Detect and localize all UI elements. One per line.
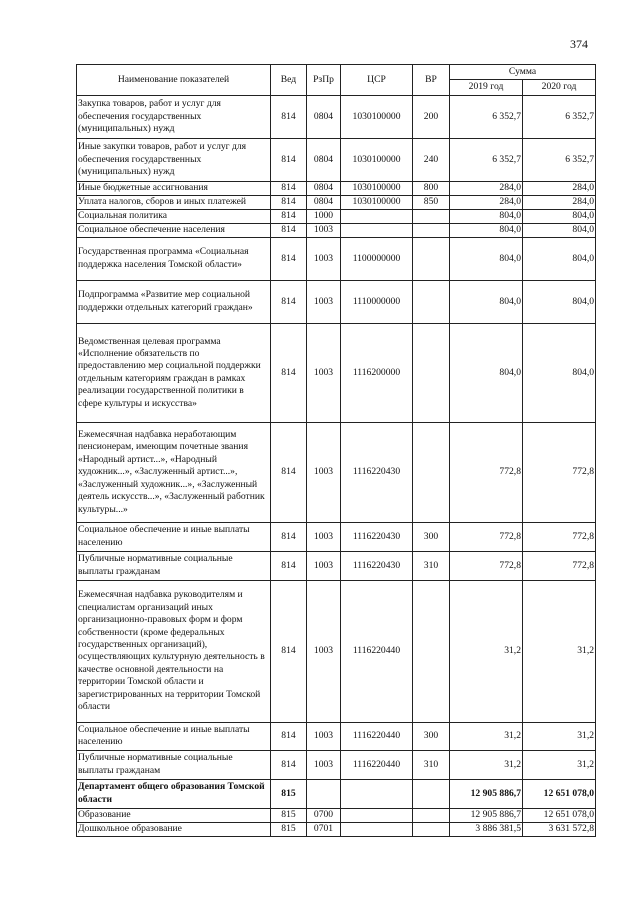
header-name: Наименование показателей xyxy=(77,65,271,96)
row-vr: 850 xyxy=(413,195,450,209)
table-row xyxy=(77,138,596,181)
table-row xyxy=(77,209,596,223)
budget-table xyxy=(76,64,596,837)
row-sum-2020: 6 352,7 xyxy=(523,95,596,138)
row-vr: 300 xyxy=(413,522,450,551)
row-rzpr: 0804 xyxy=(307,138,341,181)
row-sum-2020: 284,0 xyxy=(523,195,596,209)
table-row xyxy=(77,237,596,280)
row-rzpr: 1003 xyxy=(307,522,341,551)
row-ved: 814 xyxy=(271,580,307,722)
row-sum-2020: 6 352,7 xyxy=(523,138,596,181)
row-sum-2020: 804,0 xyxy=(523,237,596,280)
row-rzpr: 1003 xyxy=(307,580,341,722)
row-sum-2019: 6 352,7 xyxy=(450,95,523,138)
row-ved: 814 xyxy=(271,223,307,237)
row-ved: 815 xyxy=(271,779,307,808)
row-vr xyxy=(413,822,450,836)
row-csr: 1116220440 xyxy=(341,722,413,750)
row-rzpr: 0804 xyxy=(307,95,341,138)
row-sum-2019: 31,2 xyxy=(450,750,523,779)
row-csr: 1116220430 xyxy=(341,522,413,551)
row-sum-2020: 804,0 xyxy=(523,223,596,237)
row-ved: 814 xyxy=(271,138,307,181)
table-row xyxy=(77,323,596,422)
table-row xyxy=(77,722,596,750)
row-rzpr: 0701 xyxy=(307,822,341,836)
row-name: Уплата налогов, сборов и иных платежей xyxy=(77,195,271,209)
row-sum-2019: 804,0 xyxy=(450,223,523,237)
row-csr xyxy=(341,822,413,836)
table-row xyxy=(77,280,596,323)
header-sum: Сумма xyxy=(450,65,596,80)
row-csr: 1116220430 xyxy=(341,551,413,580)
row-sum-2020: 804,0 xyxy=(523,209,596,223)
row-sum-2019: 12 905 886,7 xyxy=(450,808,523,822)
row-rzpr xyxy=(307,779,341,808)
row-sum-2019: 804,0 xyxy=(450,323,523,422)
row-csr: 1110000000 xyxy=(341,280,413,323)
row-name: Социальная политика xyxy=(77,209,271,223)
table-row xyxy=(77,808,596,822)
row-sum-2019: 772,8 xyxy=(450,522,523,551)
row-name: Социальное обеспечение населения xyxy=(77,223,271,237)
row-csr xyxy=(341,808,413,822)
row-vr xyxy=(413,280,450,323)
row-ved: 814 xyxy=(271,195,307,209)
row-sum-2020: 3 631 572,8 xyxy=(523,822,596,836)
header-ved: Вед xyxy=(271,65,307,96)
row-name: Ежемесячная надбавка неработающим пенсионерам, имеющим почетные звания «Народный артист...», «Народный художник...», «Заслуженный артист...», «Заслуженный художник...», «Заслуженный деятель искусств...», «Заслуженный работник культуры...» xyxy=(77,422,271,522)
row-ved: 814 xyxy=(271,722,307,750)
row-vr: 200 xyxy=(413,95,450,138)
row-sum-2020: 31,2 xyxy=(523,722,596,750)
table-row xyxy=(77,750,596,779)
header-rzpr: РзПр xyxy=(307,65,341,96)
row-ved: 815 xyxy=(271,808,307,822)
row-vr: 300 xyxy=(413,722,450,750)
row-sum-2019: 6 352,7 xyxy=(450,138,523,181)
row-rzpr: 1000 xyxy=(307,209,341,223)
row-sum-2020: 772,8 xyxy=(523,551,596,580)
row-name: Департамент общего образования Томской области xyxy=(77,779,271,808)
row-csr: 1030100000 xyxy=(341,181,413,195)
row-vr xyxy=(413,223,450,237)
table-row xyxy=(77,822,596,836)
page-number: 374 xyxy=(570,37,588,51)
row-sum-2020: 12 651 078,0 xyxy=(523,808,596,822)
row-vr xyxy=(413,237,450,280)
row-name: Публичные нормативные социальные выплаты гражданам xyxy=(77,750,271,779)
row-sum-2020: 12 651 078,0 xyxy=(523,779,596,808)
row-rzpr: 0804 xyxy=(307,195,341,209)
row-rzpr: 1003 xyxy=(307,280,341,323)
row-name: Подпрограмма «Развитие мер социальной поддержки отдельных категорий граждан» xyxy=(77,280,271,323)
row-name: Социальное обеспечение и иные выплаты населению xyxy=(77,722,271,750)
row-name: Иные бюджетные ассигнования xyxy=(77,181,271,195)
table-row xyxy=(77,551,596,580)
row-sum-2019: 772,8 xyxy=(450,422,523,522)
row-ved: 814 xyxy=(271,209,307,223)
row-vr xyxy=(413,422,450,522)
row-sum-2019: 804,0 xyxy=(450,280,523,323)
row-sum-2020: 772,8 xyxy=(523,422,596,522)
row-ved: 814 xyxy=(271,422,307,522)
row-csr: 1100000000 xyxy=(341,237,413,280)
header-year-2020: 2020 год xyxy=(523,80,596,95)
row-sum-2020: 772,8 xyxy=(523,522,596,551)
row-csr: 1030100000 xyxy=(341,95,413,138)
row-rzpr: 1003 xyxy=(307,750,341,779)
row-sum-2019: 804,0 xyxy=(450,209,523,223)
row-rzpr: 1003 xyxy=(307,223,341,237)
row-rzpr: 1003 xyxy=(307,323,341,422)
row-name: Образование xyxy=(77,808,271,822)
row-sum-2019: 804,0 xyxy=(450,237,523,280)
row-vr xyxy=(413,808,450,822)
table-row xyxy=(77,181,596,195)
row-vr: 800 xyxy=(413,181,450,195)
row-vr: 310 xyxy=(413,551,450,580)
table-row xyxy=(77,779,596,808)
row-csr: 1116220440 xyxy=(341,750,413,779)
row-ved: 814 xyxy=(271,551,307,580)
row-rzpr: 1003 xyxy=(307,551,341,580)
row-rzpr: 1003 xyxy=(307,237,341,280)
row-ved: 815 xyxy=(271,822,307,836)
row-vr: 310 xyxy=(413,750,450,779)
row-csr: 1116220430 xyxy=(341,422,413,522)
row-ved: 814 xyxy=(271,323,307,422)
table-row xyxy=(77,580,596,722)
row-rzpr: 0700 xyxy=(307,808,341,822)
row-name: Социальное обеспечение и иные выплаты населению xyxy=(77,522,271,551)
row-sum-2020: 804,0 xyxy=(523,323,596,422)
row-ved: 814 xyxy=(271,237,307,280)
row-rzpr: 1003 xyxy=(307,722,341,750)
row-name: Иные закупки товаров, работ и услуг для обеспечения государственных (муниципальных) нужд xyxy=(77,138,271,181)
row-sum-2020: 804,0 xyxy=(523,280,596,323)
row-csr: 1116200000 xyxy=(341,323,413,422)
table-row xyxy=(77,195,596,209)
row-name: Дошкольное образование xyxy=(77,822,271,836)
row-sum-2019: 284,0 xyxy=(450,181,523,195)
row-sum-2019: 12 905 886,7 xyxy=(450,779,523,808)
row-rzpr: 0804 xyxy=(307,181,341,195)
row-sum-2019: 772,8 xyxy=(450,551,523,580)
row-sum-2019: 31,2 xyxy=(450,722,523,750)
table-row xyxy=(77,522,596,551)
table-row xyxy=(77,95,596,138)
row-sum-2020: 284,0 xyxy=(523,181,596,195)
row-vr xyxy=(413,779,450,808)
table-row xyxy=(77,223,596,237)
row-vr xyxy=(413,209,450,223)
row-sum-2019: 3 886 381,5 xyxy=(450,822,523,836)
row-name: Государственная программа «Социальная поддержка населения Томской области» xyxy=(77,237,271,280)
header-vr: ВР xyxy=(413,65,450,96)
row-csr xyxy=(341,223,413,237)
row-ved: 814 xyxy=(271,95,307,138)
row-name: Публичные нормативные социальные выплаты гражданам xyxy=(77,551,271,580)
header-csr: ЦСР xyxy=(341,65,413,96)
row-csr: 1030100000 xyxy=(341,195,413,209)
row-vr xyxy=(413,323,450,422)
row-csr: 1030100000 xyxy=(341,138,413,181)
row-sum-2019: 31,2 xyxy=(450,580,523,722)
row-name: Закупка товаров, работ и услуг для обеспечения государственных (муниципальных) нужд xyxy=(77,95,271,138)
row-sum-2020: 31,2 xyxy=(523,750,596,779)
row-ved: 814 xyxy=(271,280,307,323)
header-year-2019: 2019 год xyxy=(450,80,523,95)
row-csr: 1116220440 xyxy=(341,580,413,722)
row-sum-2019: 284,0 xyxy=(450,195,523,209)
row-vr: 240 xyxy=(413,138,450,181)
row-vr xyxy=(413,580,450,722)
row-csr xyxy=(341,209,413,223)
row-ved: 814 xyxy=(271,750,307,779)
table-row xyxy=(77,422,596,522)
row-ved: 814 xyxy=(271,522,307,551)
row-sum-2020: 31,2 xyxy=(523,580,596,722)
row-rzpr: 1003 xyxy=(307,422,341,522)
row-ved: 814 xyxy=(271,181,307,195)
row-name: Ведомственная целевая программа «Исполнение обязательств по предоставлению мер социальной поддержки отдельным категориям граждан в рамках реализации государственной политики в сфере культуры и искусства» xyxy=(77,323,271,422)
row-csr xyxy=(341,779,413,808)
row-name: Ежемесячная надбавка руководителям и специалистам организаций иных организационно-правовых форм и форм собственности (кроме федеральных государственных организаций), осуществляющих культурную деятельность в качестве основной деятельности на территории Томской области и зарегистрированных на территории Томской области xyxy=(77,580,271,722)
